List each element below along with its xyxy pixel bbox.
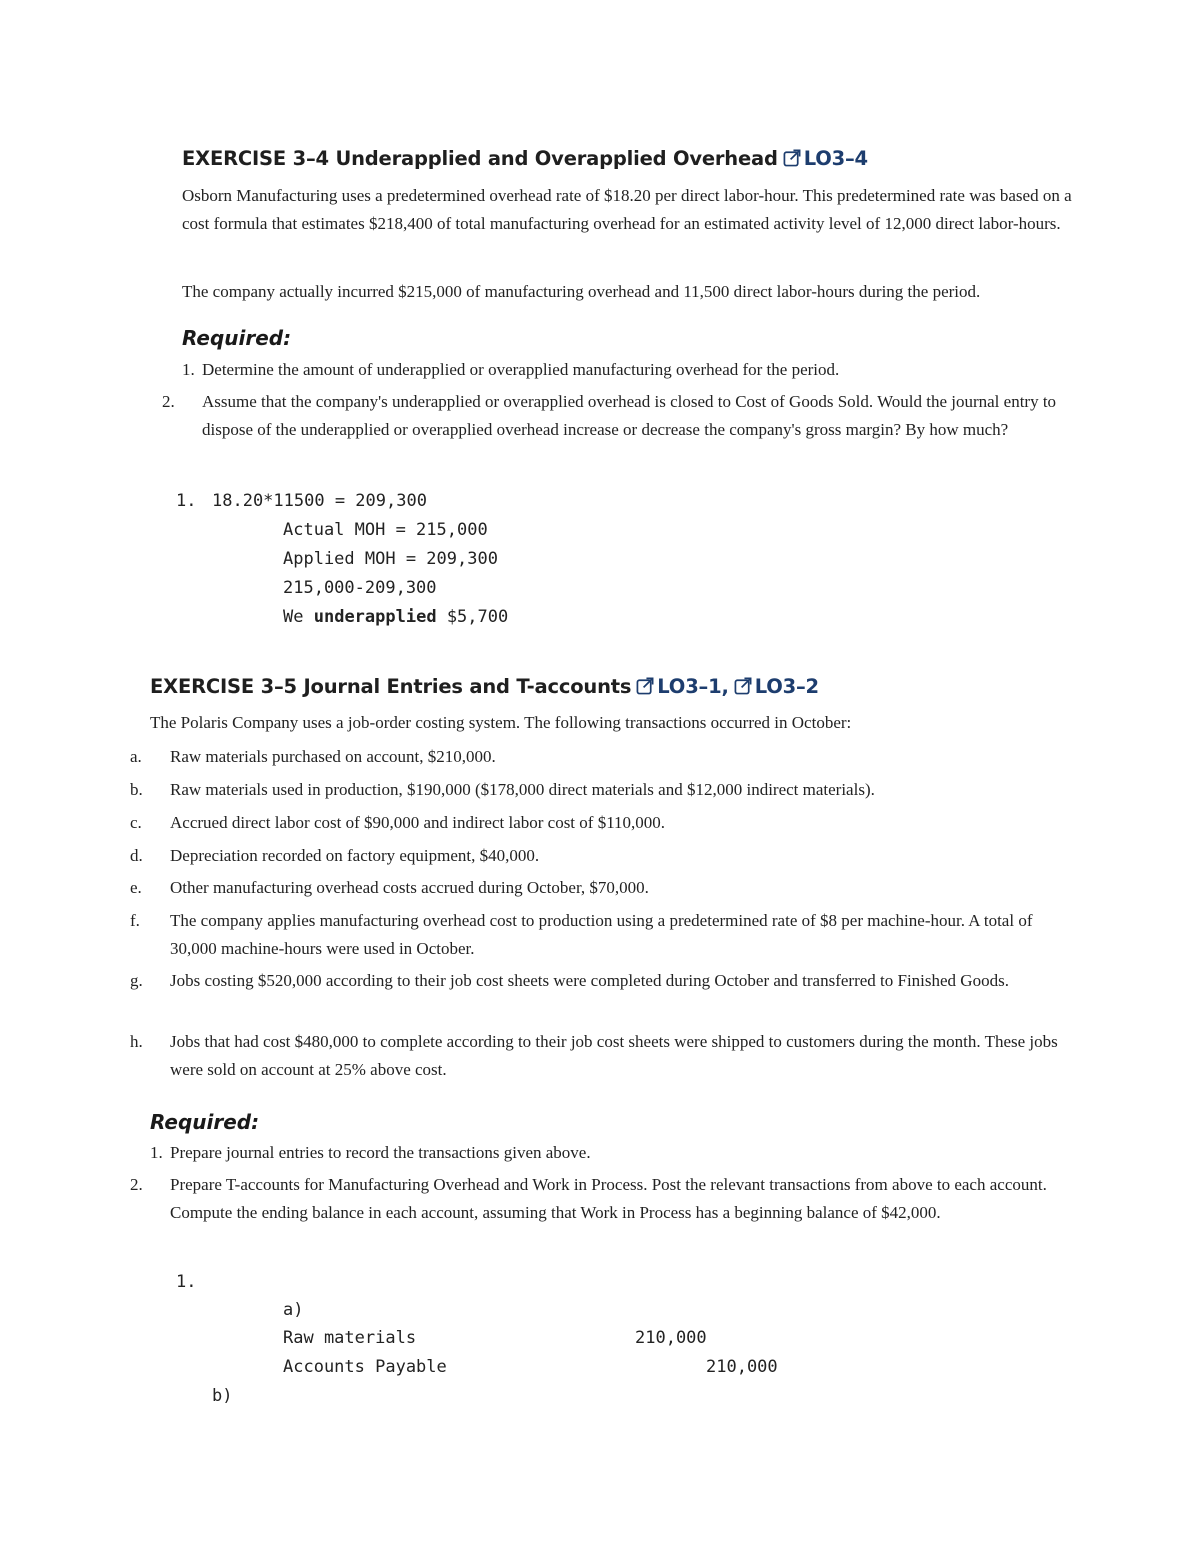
credit-account: Accounts Payable — [283, 1357, 447, 1377]
transaction-item: c. Accrued direct labor cost of $90,000 and indirect labor cost of $110,000. — [130, 813, 666, 832]
required-item: 2. Prepare T-accounts for Manufacturing Overhead and Work in Process. Post the relevant transactions from above to each account. Compute the ending balance in each account, assuming that Work in Process has a beginning balance of $42,000. — [130, 1175, 1047, 1222]
external-link-icon[interactable] — [636, 676, 655, 695]
required-item: 2. Assume that the company's underapplied or overapplied overhead is closed to Cost of Goods Sold. Would the journal entry to dispose of the underapplied or overapplied overhead increase or decrease the company's gross margin? By how much? — [162, 392, 1057, 439]
transaction-item: e. Other manufacturing overhead costs accrued during October, $70,000. — [130, 878, 649, 897]
transaction-item: d. Depreciation recorded on factory equipment, $40,000. — [130, 846, 540, 865]
exercise-3-5-title: EXERCISE 3–5 Journal Entries and T-accounts — [150, 675, 632, 698]
required-heading: Required: — [182, 326, 292, 350]
transaction-item: a. Raw materials purchased on account, $210,000. — [130, 747, 496, 766]
answer-line: Applied MOH = 209,300 — [283, 549, 498, 569]
transaction-item: f. The company applies manufacturing overhead cost to production using a predetermined rate of $8 per machine-hour. A total of 30,000 machine-hours were used in October. — [130, 911, 1033, 958]
answer-line: Actual MOH = 215,000 — [283, 520, 488, 540]
exercise-3-5-intro: The Polaris Company uses a job-order costing system. The following transactions occurred in October: — [150, 713, 852, 732]
exercise-3-4-heading — [182, 147, 868, 170]
transaction-item: h. Jobs that had cost $480,000 to complete according to their job cost sheets were shipped to customers during the month. These jobs were sold on account at 25% above cost. — [130, 1032, 1058, 1079]
learning-objective-link[interactable]: LO3–2 — [754, 675, 819, 698]
transaction-item: g. Jobs costing $520,000 according to their job cost sheets were completed during October and transferred to Finished Goods. — [130, 971, 1009, 990]
required-item: 1. Prepare journal entries to record the transactions given above. — [150, 1143, 591, 1162]
external-link-icon[interactable] — [734, 676, 753, 695]
required-item: 1. Determine the amount of underapplied or overapplied manufacturing overhead for the period. — [182, 360, 840, 379]
required-heading: Required: — [150, 1110, 260, 1134]
debit-amount: 210,000 — [635, 1328, 707, 1348]
learning-objective-link[interactable]: LO3–4 — [803, 147, 868, 170]
learning-objective-link[interactable]: LO3–1, — [657, 675, 729, 698]
exercise-3-4-paragraph-2: The company actually incurred $215,000 of manufacturing overhead and 11,500 direct labor-hours during the period. — [182, 282, 981, 301]
answer-number: 1. — [176, 1272, 197, 1292]
transaction-item: b. Raw materials used in production, $190,000 ($178,000 direct materials and $12,000 indirect materials). — [130, 780, 875, 799]
entry-label: a) — [283, 1300, 304, 1320]
external-link-icon[interactable] — [783, 148, 802, 167]
exercise-3-5-heading — [150, 675, 819, 698]
answer-number: 1. — [176, 491, 197, 511]
credit-amount: 210,000 — [706, 1357, 778, 1377]
exercise-3-4-paragraph-1: Osborn Manufacturing uses a predetermined overhead rate of $18.20 per direct labor-hour. This predetermined rate was based on a cost formula that estimates $218,400 of total manufacturing overhead for an estimated activity level of 12,000 direct labor-hours. — [182, 186, 1072, 233]
answer-conclusion: We underapplied $5,700 — [283, 607, 509, 627]
exercise-3-4-title: EXERCISE 3–4 Underapplied and Overapplied Overhead — [182, 147, 778, 170]
answer-line: 18.20*11500 = 209,300 — [212, 491, 427, 511]
answer-line: 215,000-209,300 — [283, 578, 437, 598]
debit-account: Raw materials — [283, 1328, 417, 1348]
entry-label: b) — [212, 1386, 233, 1406]
